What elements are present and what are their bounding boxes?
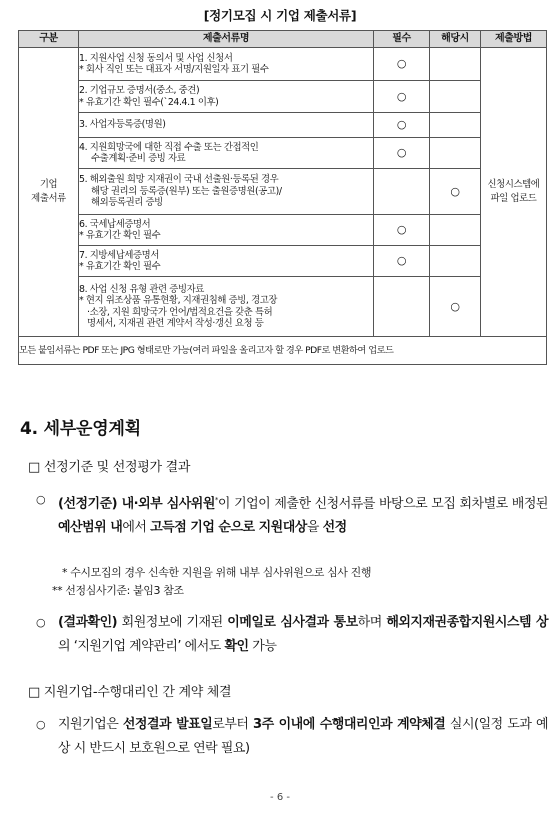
upload-format-note: 모든 붙임서류는 PDF 또는 JPG 형태로만 가능(여러 파일을 올리고자 할 경우 PDF로 변환하여 업로드 xyxy=(19,337,547,365)
required-cell xyxy=(374,277,430,337)
required-mark: ○ xyxy=(374,113,430,138)
table-row xyxy=(19,277,547,337)
page-number: - 6 - xyxy=(270,792,290,803)
document-cell: 3. 사업자등록증(명원) xyxy=(79,113,374,138)
table-row xyxy=(19,81,547,113)
note-adhoc-review: * 수시모집의 경우 신속한 지원을 위해 내부 심사위원으로 심사 진행 xyxy=(62,566,372,579)
document-cell: 7. 지방세납세증명서 * 유효기간 확인 필수 xyxy=(79,246,374,277)
table-row xyxy=(19,246,547,277)
table-row xyxy=(19,48,547,81)
required-mark: ○ xyxy=(374,138,430,169)
required-documents-table xyxy=(18,30,547,365)
header-document-name: 제출서류명 xyxy=(79,31,374,48)
required-cell xyxy=(374,169,430,215)
table-note-row xyxy=(19,337,547,365)
applicable-cell xyxy=(430,81,481,113)
bullet-selection-criteria: ○ (선정기준) 내·외부 심사위원*이 기업이 제출한 신청서류를 바탕으로 모집 회차별로 배정된 예산범위 내에서 고득점 기업 순으로 지원대상을 선정 xyxy=(36,488,548,540)
table-header-row xyxy=(19,31,547,48)
table-title: [정기모집 시 기업 제출서류] xyxy=(203,8,357,23)
method-cell: 신청시스템에 파일 업로드 xyxy=(481,48,547,337)
document-cell: 8. 사업 신청 유형 관련 증빙자료 * 현지 위조상품 유통현황, 지재권침해 증빙, 경고장 ·소장, 지원 희망국가 언어/법적요건을 갖춘 특허 명세서, 지재권 관련 계약서 작성·갱신 요청 등 xyxy=(79,277,374,337)
required-mark: ○ xyxy=(374,246,430,277)
table-row xyxy=(19,138,547,169)
applicable-cell xyxy=(430,113,481,138)
applicable-cell xyxy=(430,138,481,169)
required-mark: ○ xyxy=(374,215,430,246)
required-mark: ○ xyxy=(374,48,430,81)
table-row xyxy=(19,113,547,138)
bullet-icon: ○ xyxy=(36,616,46,629)
header-category: 구분 xyxy=(19,31,79,48)
header-required: 필수 xyxy=(374,31,430,48)
subsection-contract: □ 지원기업-수행대리인 간 계약 체결 xyxy=(28,685,232,700)
bullet-icon: ○ xyxy=(36,718,46,731)
bullet-icon: ○ xyxy=(36,493,46,506)
applicable-cell xyxy=(430,215,481,246)
required-mark: ○ xyxy=(374,81,430,113)
bullet-result-check: ○ (결과확인) 회원정보에 기재된 이메일로 심사결과 통보하며 해외지재권종합지원시스템 상의 ‘지원기업 계약관리’ 에서도 확인 가능 xyxy=(36,611,548,659)
section-heading: 4. 세부운영계획 xyxy=(20,419,141,439)
document-cell: 5. 해외출원 희망 지재권이 국내 선출원·등록된 경우 해당 권리의 등록증(원부) 또는 출원증명원(공고)/ 해외등록권리 증빙 xyxy=(79,169,374,215)
subsection-selection-criteria: □ 선정기준 및 선정평가 결과 xyxy=(28,460,191,475)
table-row xyxy=(19,215,547,246)
bullet-contract-deadline: ○ 지원기업은 선정결과 발표일로부터 3주 이내에 수행대리인과 계약체결 실시(일정 도과 예상 시 반드시 보호원으로 연락 필요) xyxy=(36,713,548,761)
applicable-mark: ○ xyxy=(430,169,481,215)
header-submission-method: 제출방법 xyxy=(481,31,547,48)
applicable-cell xyxy=(430,246,481,277)
document-cell: 4. 지원희망국에 대한 직접 수출 또는 간접적인 수출계획·준비 증빙 자료 xyxy=(79,138,374,169)
applicable-cell xyxy=(430,48,481,81)
note-criteria-reference: ** 선정심사기준: 붙임3 참조 xyxy=(52,584,184,597)
header-if-applicable: 해당시 xyxy=(430,31,481,48)
applicable-mark: ○ xyxy=(430,277,481,337)
document-cell: 2. 기업규모 증명서(중소, 중견) * 유효기간 확인 필수(`24.4.1 이후) xyxy=(79,81,374,113)
category-cell: 기업 제출서류 xyxy=(19,48,79,337)
table-row xyxy=(19,169,547,215)
document-cell: 6. 국세납세증명서 * 유효기간 확인 필수 xyxy=(79,215,374,246)
document-cell: 1. 지원사업 신청 동의서 및 사업 신청서 * 회사 직인 또는 대표자 서명/지원일자 표기 필수 xyxy=(79,48,374,81)
